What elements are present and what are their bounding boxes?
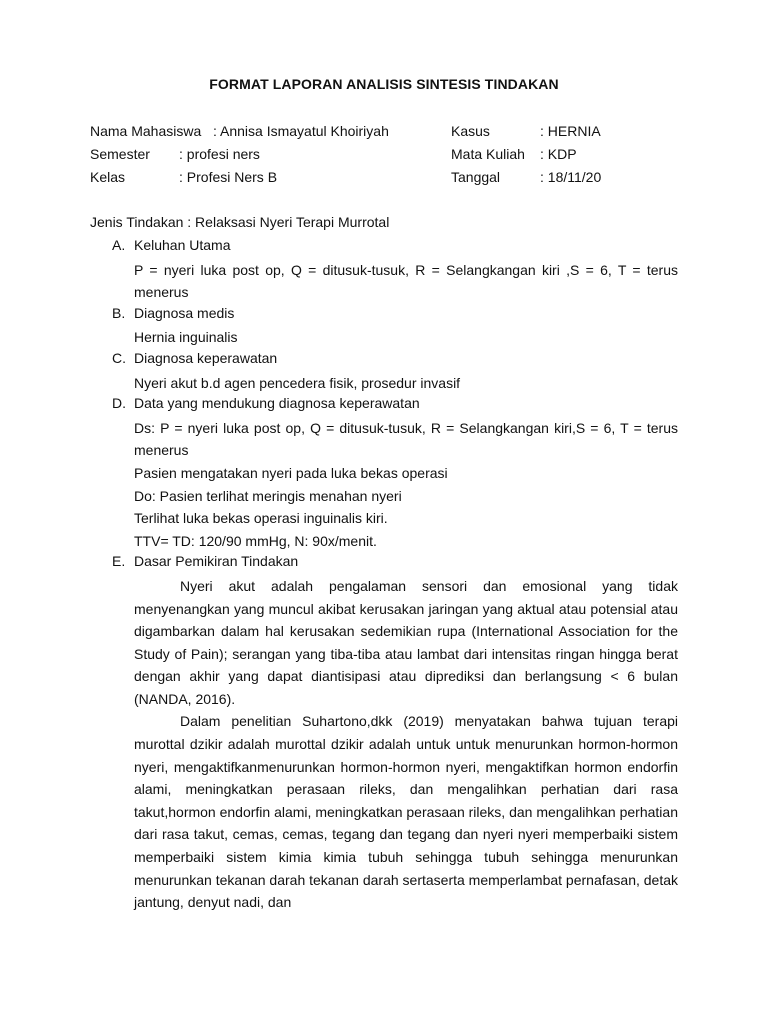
section-d-line-4: Terlihat luka bekas operasi inguinalis kiri. [134,510,388,527]
kelas-label: Kelas [90,169,126,185]
section-d-ds: Ds: P = nyeri luka post op, Q = ditusuk-tusuk, R = Selangkangan kiri,S = 6, T = terus menerus [134,419,678,459]
section-d-line-3: Do: Pasien terlihat meringis menahan nyeri [134,487,402,504]
section-e-title: Dasar Pemikiran Tindakan [134,553,299,570]
tanggal-label: Tanggal [451,169,501,185]
section-c-body: Nyeri akut b.d agen pencedera fisik, prosedur invasif [134,374,461,391]
section-e-paragraph-1: Nyeri akut adalah pengalaman sensori dan emosional yang tidak menyenangkan yang muncul akibat kerusakan jaringan yang aktual atau potensial atau digambarkan dalam hal kerusakan sedemikian rupa (International Association for the Study of Pain); serangan yang tiba-tiba atau lambat dari intensitas ringan hingga berat dengan akhir yang dapat diantisipasi atau diprediksi dan berlangsung < 6 bulan (NANDA, 2016). [134,577,678,707]
kasus-value: : HERNIA [540,123,601,139]
section-d-letter: D. [112,395,126,412]
section-b-letter: B. [112,304,126,321]
matakuliah-label: Mata Kuliah [451,146,525,162]
section-e-paragraph-2: Dalam penelitian Suhartono,dkk (2019) menyatakan bahwa tujuan terapi murottal dzikir adalah murottal dzikir adalah untuk untuk menurunkan hormon-hormon nyeri, mengaktifkanmenurunkan hormon-hormon nyeri, mengaktifkan hormon endorfin alami, meningkatkan perasaan rileks, dan mengalihkan perhatian dari rasa takut,hormon endorfin alami, meningkatkan perasaan rileks, dan mengalihkan perhatian dari rasa takut, cemas, cemas, tegang dan tegang dan nyeri nyeri memperbaiki sistem memperbaiki sistem kimia kimia tubuh sehingga tubuh sehingga menurunkan menurunkan tekanan darah tekanan darah sertaserta memperlambat pernafasan, detak jantung, denyut nadi, dan [134,713,679,911]
matakuliah-value: : KDP [540,146,577,162]
info-row-kelas [90,168,650,191]
semester-label: Semester [90,146,150,162]
sections-list [90,236,678,914]
section-a-letter: A. [112,237,126,253]
jenis-tindakan: Jenis Tindakan : Relaksasi Nyeri Terapi Murrotal [90,214,390,230]
section-b-heading [90,304,678,327]
section-c [90,349,678,394]
semester-value: : profesi ners [179,146,260,162]
section-e-heading [90,552,678,575]
section-b [90,304,678,349]
section-b-body: Hernia inguinalis [134,329,238,346]
section-d-line-2: Pasien mengatakan nyeri pada luka bekas operasi [134,464,448,481]
section-d-line-5: TTV= TD: 120/90 mmHg, N: 90x/menit. [134,532,377,549]
section-e-letter: E. [112,553,126,570]
tanggal-value: : 18/11/20 [540,169,602,185]
section-c-heading [90,349,678,372]
document-title: FORMAT LAPORAN ANALISIS SINTESIS TINDAKAN [209,76,559,92]
section-c-letter: C. [112,349,126,366]
name-label: Nama Mahasiswa [90,123,202,139]
section-b-title: Diagnosa medis [134,304,235,321]
info-row-semester [90,145,650,168]
section-a-title: Keluhan Utama [134,237,231,253]
name-value: : Annisa Ismayatul Khoiriyah [213,123,389,139]
section-d-heading [90,394,678,417]
kasus-label: Kasus [451,123,490,139]
kelas-value: : Profesi Ners B [179,169,278,185]
section-a-heading [90,236,678,259]
section-d-title: Data yang mendukung diagnosa keperawatan [134,395,420,412]
section-e [90,552,678,914]
section-c-title: Diagnosa keperawatan [134,349,278,366]
info-row-name [90,122,650,145]
section-a-body: P = nyeri luka post op, Q = ditusuk-tusuk, R = Selangkangan kiri ,S = 6, T = terus menerus [134,261,678,301]
section-d [90,394,678,552]
section-a [90,236,678,304]
student-info [90,122,650,191]
section-d-body [134,417,678,553]
